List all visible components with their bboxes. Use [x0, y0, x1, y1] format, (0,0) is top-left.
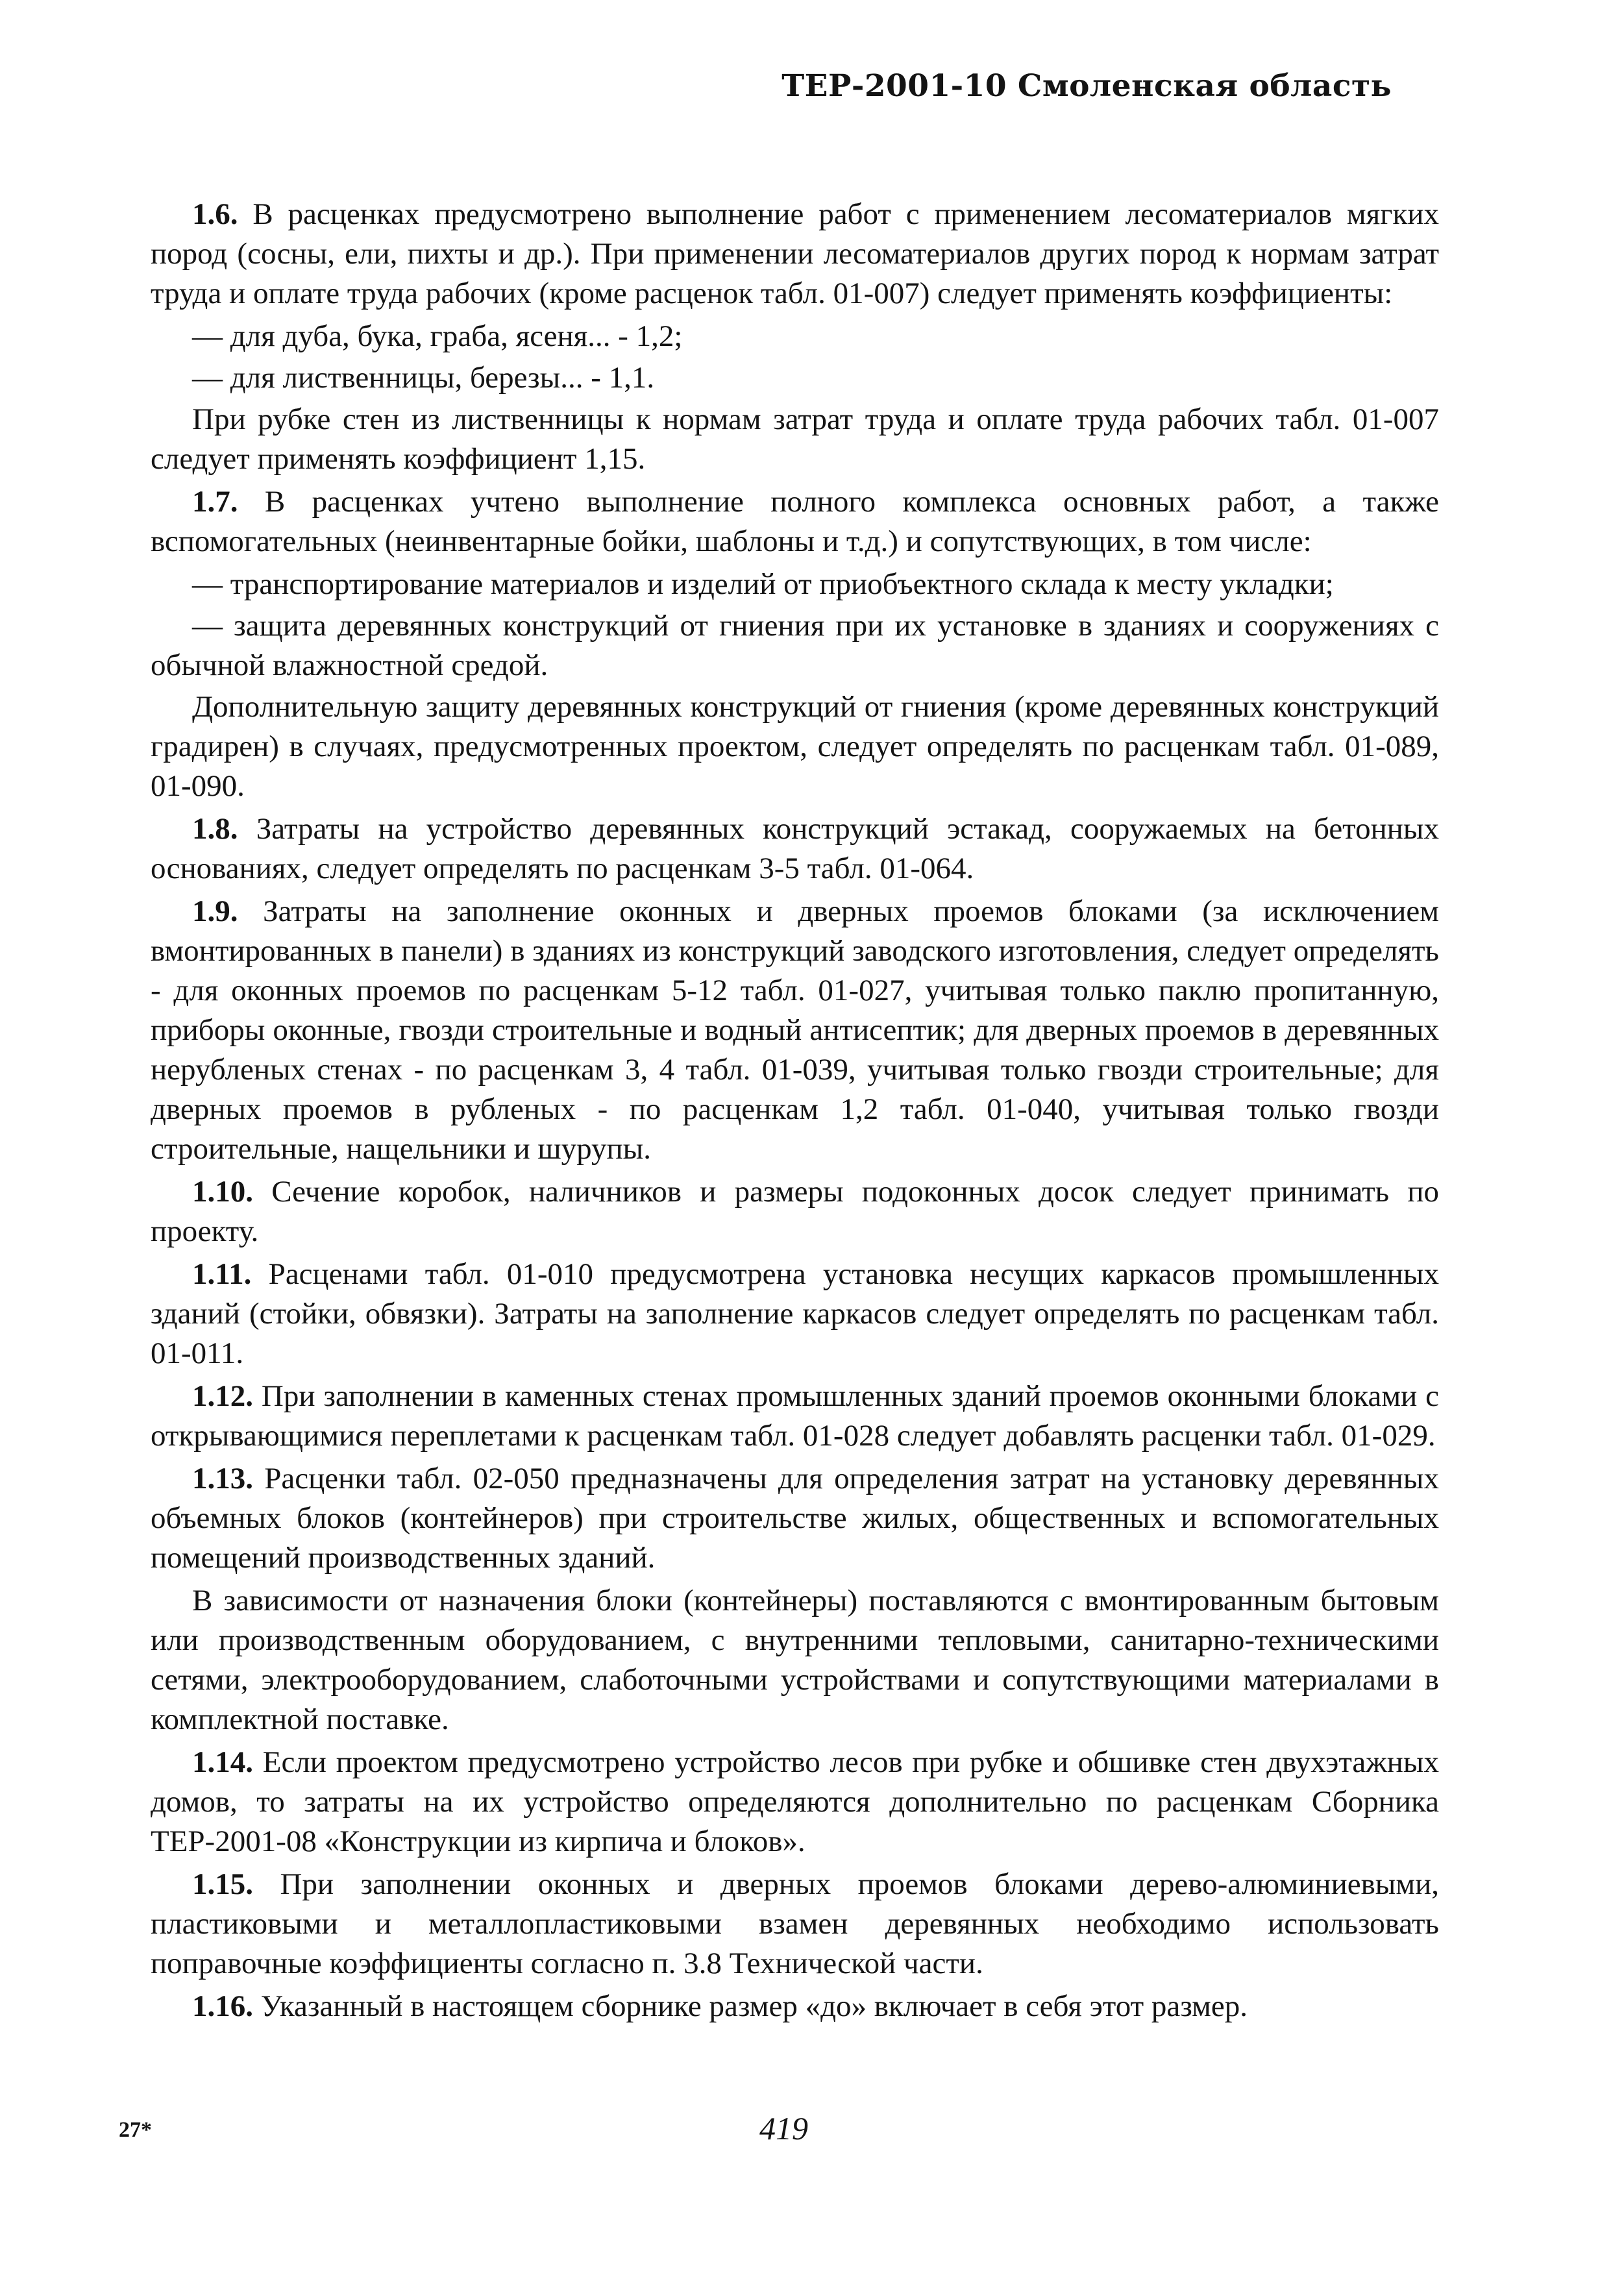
- paragraph-1-10: [151, 1172, 1439, 1251]
- paragraph-number: 1.6.: [192, 197, 238, 231]
- paragraph: [151, 687, 1439, 806]
- paragraph-1-14: [151, 1743, 1439, 1862]
- paragraph-text: Расценами табл. 01-010 предусмотрена установка несущих каркасов промышленных зданий (стойки, обвязки). Затраты на заполнение каркасов следует определять по расценкам табл. 01-011.: [151, 1257, 1439, 1370]
- paragraph-text: Расценки табл. 02-050 предназначены для определения затрат на установку деревянных объемных блоков (контейнеров) при строительстве жилых, общественных и вспомогательных помещений производственных зданий.: [151, 1462, 1439, 1575]
- list-item: [151, 606, 1439, 685]
- paragraph-text: Дополнительную защиту деревянных конструкций от гниения (кроме деревянных конструкций градирен) в случаях, предусмотренных проектом, следует определять по расценкам табл. 01-089, 01-090.: [151, 690, 1439, 803]
- paragraph-text: Указанный в настоящем сборнике размер «до» включает в себя этот размер.: [253, 1989, 1248, 2023]
- paragraph-number: 1.9.: [192, 894, 238, 928]
- paragraph-number: 1.15.: [192, 1867, 253, 1901]
- paragraph: [151, 1581, 1439, 1739]
- page-number: 419: [759, 2110, 808, 2146]
- list-item: [151, 317, 1439, 356]
- paragraph-number: 1.14.: [192, 1745, 253, 1779]
- paragraph-1-12: [151, 1377, 1439, 1456]
- paragraph-1-7: [151, 482, 1439, 561]
- list-item-text: — для лиственницы, березы... - 1,1.: [192, 361, 655, 395]
- list-item-text: — для дуба, бука, граба, ясеня... - 1,2;: [192, 319, 683, 353]
- paragraph-1-6: [151, 195, 1439, 313]
- paragraph-1-11: [151, 1255, 1439, 1373]
- paragraph-text: Затраты на заполнение оконных и дверных проемов блоками (за исключением вмонтированных в панели) в зданиях из конструкций заводского изготовления, следует определять - для оконных проемов по расценкам 5-12 табл. 01-027, учитывая только паклю пропитанную, приборы оконные, гвозди строительные и водный антисептик; для дверных проемов в деревянных нерубленых стенах - по расценкам 3, 4 табл. 01-039, учитывая только гвозди строительные; для дверных проемов в рубленых - по расценкам 1,2 табл. 01-040, учитывая только гвозди строительные, нащельники и шурупы.: [151, 894, 1439, 1166]
- paragraph-number: 1.16.: [192, 1989, 253, 2023]
- paragraph-1-15: [151, 1865, 1439, 1984]
- paragraph-1-8: [151, 809, 1439, 889]
- list-item: [151, 358, 1439, 398]
- paragraph-text: При заполнении оконных и дверных проемов блоками дерево-алюминиевыми, пластиковыми и металлопластиковыми взамен деревянных необходимо использовать поправочные коэффициенты согласно п. 3.8 Технической части.: [151, 1867, 1439, 1980]
- paragraph-text: Затраты на устройство деревянных конструкций эстакад, сооружаемых на бетонных основаниях, следует определять по расценкам 3-5 табл. 01-064.: [151, 812, 1439, 885]
- paragraph-number: 1.10.: [192, 1175, 253, 1209]
- paragraph-text: В зависимости от назначения блоки (контейнеры) поставляются с вмонтированным бытовым или производственным оборудованием, с внутренними тепловыми, санитарно-техническими сетями, электрооборудованием, слаботочными устройствами и сопутствующими материалами в комплектной поставке.: [151, 1584, 1439, 1736]
- document-body: [151, 195, 1439, 2030]
- paragraph-text: Сечение коробок, наличников и размеры подоконных досок следует принимать по проекту.: [151, 1175, 1439, 1248]
- paragraph-number: 1.12.: [192, 1379, 253, 1413]
- paragraph-number: 1.7.: [192, 485, 238, 519]
- paragraph-text: Если проектом предусмотрено устройство лесов при рубке и обшивке стен двухэтажных домов, то затраты на их устройство определяются дополнительно по расценкам Сборника ТЕР-2001-08 «Конструкции из кирпича и блоков».: [151, 1745, 1439, 1858]
- signature-mark: 27*: [119, 2118, 152, 2142]
- paragraph-number: 1.13.: [192, 1462, 253, 1495]
- paragraph-1-13: [151, 1459, 1439, 1578]
- paragraph-1-9: [151, 892, 1439, 1169]
- list-item-text: — защита деревянных конструкций от гниения при их установке в зданиях и сооружениях с обычной влажностной средой.: [151, 609, 1439, 682]
- paragraph-text: При рубке стен из лиственницы к нормам затрат труда и оплате труда рабочих табл. 01-007 следует применять коэффициент 1,15.: [151, 402, 1439, 476]
- list-item-text: — транспортирование материалов и изделий от приобъектного склада к месту укладки;: [192, 567, 1334, 601]
- paragraph: [151, 400, 1439, 479]
- paragraph-text: В расценках учтено выполнение полного комплекса основных работ, а также вспомогательных (неинвентарные бойки, шаблоны и т.д.) и сопутствующих, в том числе:: [151, 485, 1439, 558]
- paragraph-1-16: [151, 1987, 1439, 2026]
- page-header-title: ТЕР-2001-10 Смоленская область: [781, 68, 1392, 104]
- list-item: [151, 565, 1439, 604]
- paragraph-number: 1.8.: [192, 812, 238, 846]
- paragraph-number: 1.11.: [192, 1257, 252, 1291]
- paragraph-text: При заполнении в каменных стенах промышленных зданий проемов оконными блоками с открывающимися переплетами к расценкам табл. 01-028 следует добавлять расценки табл. 01-029.: [151, 1379, 1439, 1453]
- paragraph-text: В расценках предусмотрено выполнение работ с применением лесоматериалов мягких пород (сосны, ели, пихты и др.). При применении лесоматериалов других пород к нормам затрат труда и оплате труда рабочих (кроме расценок табл. 01-007) следует применять коэффициенты:: [151, 197, 1439, 310]
